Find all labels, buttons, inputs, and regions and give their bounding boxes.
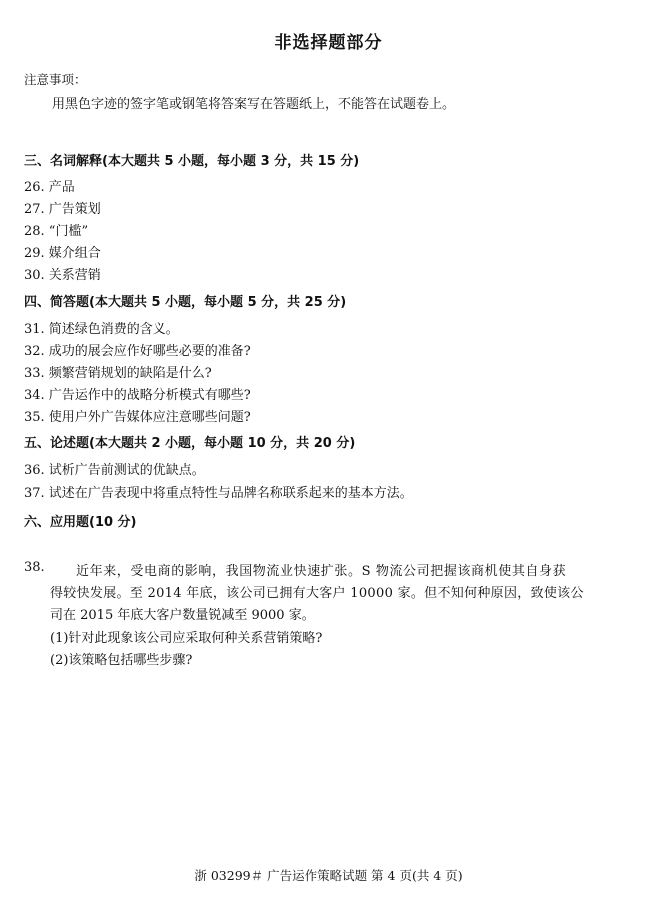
question-item: 26. 产品 xyxy=(24,180,75,195)
question-item: 31. 简述绿色消费的含义。 xyxy=(24,322,179,337)
page-title: 非选择题部分 xyxy=(274,33,383,53)
case-text-line: 近年来，受电商的影响，我国物流业快速扩张。S 物流公司把握该商机使其自身获 xyxy=(76,564,567,579)
question-item: 29. 媒介组合 xyxy=(24,246,101,261)
section-heading-terms: 三、名词解释(本大题共 5 小题，每小题 3 分，共 15 分) xyxy=(24,154,360,169)
case-text-line: 司在 2015 年底大客户数量锐减至 9000 家。 xyxy=(50,608,315,623)
section-heading-essay: 五、论述题(本大题共 2 小题，每小题 10 分，共 20 分) xyxy=(24,436,356,451)
question-item: 33. 频繁营销规划的缺陷是什么? xyxy=(24,366,212,381)
case-text-line: 得较快发展。至 2014 年底，该公司已拥有大客户 10000 家。但不知何种原因，致使该公 xyxy=(50,586,584,601)
question-item: 35. 使用户外广告媒体应注意哪些问题? xyxy=(24,410,251,425)
page-footer: 浙 03299＃ 广告运作策略试题 第 4 页(共 4 页) xyxy=(194,868,463,883)
sub-question: (1)针对此现象该公司应采取何种关系营销策略? xyxy=(50,631,323,646)
question-item: 28. “门槛” xyxy=(24,224,89,239)
notice-label: 注意事项： xyxy=(24,72,87,87)
question-item: 30. 关系营销 xyxy=(24,268,101,283)
question-item: 32. 成功的展会应作好哪些必要的准备? xyxy=(24,344,251,359)
section-heading-application: 六、应用题(10 分) xyxy=(24,515,137,530)
notice-text: 用黑色字迹的签字笔或钢笔将答案写在答题纸上，不能答在试题卷上。 xyxy=(52,97,456,112)
question-item: 27. 广告策划 xyxy=(24,202,101,217)
sub-question: (2)该策略包括哪些步骤? xyxy=(50,653,193,668)
case-question-number: 38. xyxy=(24,560,45,575)
section-heading-short-answer: 四、简答题(本大题共 5 小题，每小题 5 分，共 25 分) xyxy=(24,295,347,310)
question-item: 34. 广告运作中的战略分析模式有哪些? xyxy=(24,388,251,403)
question-item: 37. 试述在广告表现中将重点特性与品牌名称联系起来的基本方法。 xyxy=(24,486,413,501)
question-item: 36. 试析广告前测试的优缺点。 xyxy=(24,463,205,478)
